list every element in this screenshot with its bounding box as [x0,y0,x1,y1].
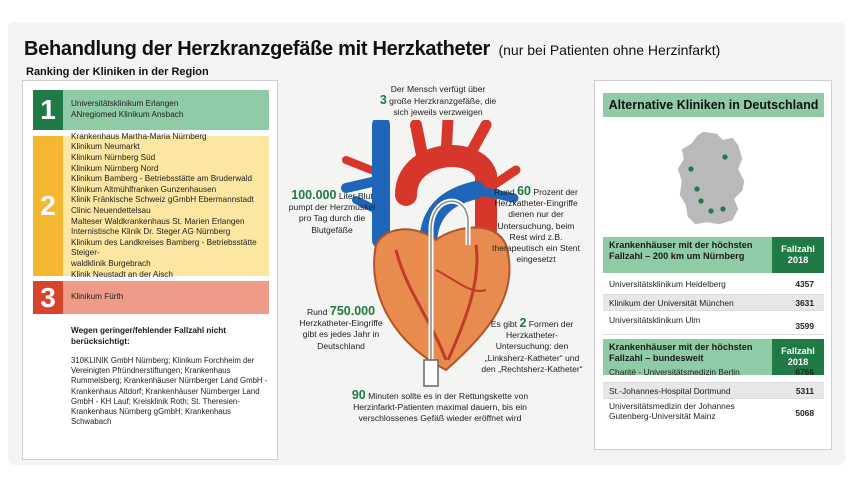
fact-minutes-number: 90 [351,388,366,402]
fact-blood [286,190,378,236]
rank-1-list [71,90,265,130]
clinic-item: Klinikum Altmühlfranken Gunzenhausen [71,184,217,194]
fact-minutes-text: Minuten sollte es in der Rettungskette von Herzinfarkt-Patienten maximal dauern, bis ein verschlossenes Gefäß wieder eröffnet wird [353,391,529,424]
ranking-panel [22,80,278,460]
page-title [24,38,720,61]
clinic-item: Klinik Fränkische Schweiz gGmbH Ebermannstadt [71,195,254,205]
clinic-name: St.-Johannes-Hospital Dortmund [609,386,731,396]
fact-vessels-pre: Der Mensch verfügt über [390,84,486,94]
clinic-item: Klinikum Neumarkt [71,142,140,152]
clinic-item: Klinikum Bamberg - Betriebsstätte am Bruderwald [71,174,253,184]
map-dot [698,198,703,203]
table-200km-column: Fallzahl 2018 [772,237,824,273]
fact-forms-text: Formen der Herzkatheter-Untersuchung: den „Linksherz-Katheter“ und den „Rechtsherz-Katheter“ [481,319,583,374]
table-national-column: Fallzahl 2018 [772,339,824,375]
fact-vessels [378,84,498,119]
map-dot [720,206,725,211]
rank-2-number: 2 [33,136,63,276]
clinic-item: Malteser Waldkrankenhaus St. Marien Erlangen [71,216,245,226]
map-dot [708,208,713,213]
fact-percent-text: Prozent der Herzkatheter-Eingriffe dienen nur der Untersuchung, beim Rest wird z.B. therapeutisch ein Stent eingesetzt [492,187,580,265]
clinic-item: Klinikum des Landkreises Bamberg - Betriebsstätte Steiger- [71,237,257,258]
fact-vessels-number: 3 [379,93,387,108]
clinic-name: Charité - Universitätsmedizin Berlin [609,367,740,377]
table-national-title: Krankenhäuser mit der höchsten Fallzahl – bundesweit [609,342,753,363]
table-200km-title: Krankenhäuser mit der höchsten Fallzahl – 200 km um Nürnberg [609,240,753,261]
clinic-name: Universitätsklinikum Heidelberg [609,279,726,289]
clinic-item: Krankenhaus Martha-Maria Nürnberg [71,131,207,141]
fact-blood-text: Liter Blut pumpt der Herzmuskel pro Tag durch die Blutgefäße [288,191,376,235]
title-note: (nur bei Patienten ohne Herzinfarkt) [498,42,721,58]
table-row [603,401,824,425]
fact-percent [492,186,580,265]
clinic-item: Internistische Klinik Dr. Steger AG Nürnberg [71,227,231,237]
fact-count [294,306,388,352]
fact-forms-number: 2 [519,316,527,330]
fact-minutes [350,390,530,425]
fact-forms [480,318,584,375]
title-main: Behandlung der Herzkranzgefäße mit Herzkatheter [24,38,491,60]
case-count: 3631 [795,298,814,308]
alternatives-panel [594,80,832,450]
rank-2-list [71,131,265,279]
clinic-item: Klinik Neustadt an der Aisch [71,269,173,279]
clinic-item: Klinikum Nürnberg Nord [71,163,159,173]
clinic-name: Universitätsklinikum Ulm [609,315,701,325]
clinic-item: Klinikum Fürth [71,292,124,302]
fact-forms-pre: Es gibt [490,319,518,329]
rank-1-box [33,90,269,130]
case-count: 5311 [795,386,814,396]
rank-3-list [71,281,265,314]
clinic-item: waldklinik Burgebrach [71,258,151,268]
case-count: 4357 [795,279,814,289]
fact-blood-number: 100.000 [291,188,337,202]
ranking-subtitle: Ranking der Kliniken in der Region [26,66,209,78]
rank-3-number: 3 [33,281,63,314]
map-dot [694,186,699,191]
clinic-item: Universitätsklinikum Erlangen [71,99,179,109]
table-row [603,295,824,311]
case-count: 6766 [795,367,814,377]
clinic-item: ANregiomed Klinikum Ansbach [71,110,184,119]
fact-count-pre: Rund [306,307,328,317]
clinic-name: Universitätsmedizin der Johannes Gutenberg-Universität Mainz [609,401,735,421]
fact-count-text: Herzkatheter-Eingriffe gibt es jedes Jahr in Deutschland [299,318,383,351]
table-row [603,315,824,335]
table-row [603,279,824,295]
fact-count-number: 750.000 [329,304,376,318]
rank-3-box [33,281,269,314]
rank-1-number: 1 [33,90,63,130]
table-200km-header [603,237,824,273]
excluded-list: 310KLINIK GmbH Nürnberg; Klinikum Forchheim der Vereinigten Pfründnerstiftungen; Krankenhaus Rummelsberg; Krankenhäuser Nürnberger Land GmbH - Krankenhaus Altdorf; Krankenhäuser Nürnberger Land GmbH - KH Lauf; Kreisklinik Roth; St. Theresien-Krankenhaus Nürnberg gGmbH; Krankenhaus Schwabach [71,356,268,427]
table-row [603,367,824,383]
fact-percent-number: 60 [517,184,531,198]
germany-map [673,129,751,229]
clinic-item: Clinic Neuendettelsau [71,206,151,215]
map-dot [688,166,693,171]
table-row [603,383,824,399]
fact-percent-pre: Rund [494,187,515,197]
fact-vessels-text: große Herzkranzgefäße, die sich jeweils verzweigen [389,96,497,118]
case-count: 3599 [795,321,814,331]
rank-2-box [33,131,269,279]
map-dot [722,154,727,159]
clinic-name: Klinikum der Universität München [609,298,734,308]
case-count: 5068 [795,408,814,418]
clinic-item: Klinikum Nürnberg Süd [71,153,156,163]
alternatives-heading: Alternative Kliniken in Deutschland [603,93,824,117]
excluded-heading: Wegen geringer/fehlender Fallzahl nicht berücksichtigt: [71,326,226,346]
